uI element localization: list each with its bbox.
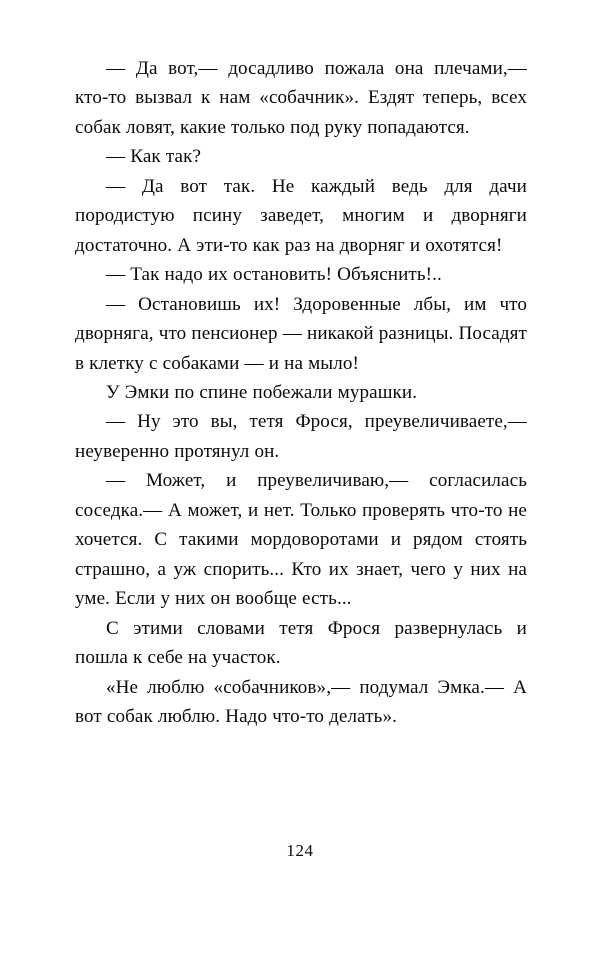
paragraph: — Как так?: [106, 146, 202, 168]
paragraph: — Да вот так. Не каждый ведь для дачи породистую псину заведет, многим и дворняги достаточно. А эти-то как раз на дворняг и охотятся!: [75, 175, 527, 256]
paragraph: С этими словами тетя Фрося развернулась и пошла к себе на участок.: [75, 617, 527, 669]
page-number: 124: [286, 841, 314, 860]
paragraph: «Не люблю «собачников»,— подумал Эмка.— А вот собак люблю. Надо что-то делать».: [75, 676, 527, 727]
paragraph: — Остановишь их! Здоровенные лбы, им что дворняга, что пенсионер — никакой разницы. Посадят в клетку с собаками — и на мыло!: [75, 293, 527, 374]
paragraph: — Так надо их остановить! Объяснить!..: [106, 264, 442, 286]
paragraph: — Может, и преувеличиваю,— согласилась соседка.— А может, и нет. Только проверять что-то не хочется. С такими мордоворотами и рядом стоять страшно, а уж спорить... Кто их знает, чего у них на уме. Если у них он вообще есть...: [75, 470, 527, 610]
paragraph: У Эмки по спине побежали мурашки.: [106, 381, 418, 403]
paragraph: — Да вот,— досадливо пожала она плечами,— кто-то вызвал к нам «собачник». Ездят теперь, всех собак ловят, какие только под руку попадаются.: [75, 58, 527, 138]
page-text-column: [75, 54, 527, 731]
paragraph: — Ну это вы, тетя Фрося, преувеличиваете,— неуверенно протянул он.: [75, 411, 527, 462]
